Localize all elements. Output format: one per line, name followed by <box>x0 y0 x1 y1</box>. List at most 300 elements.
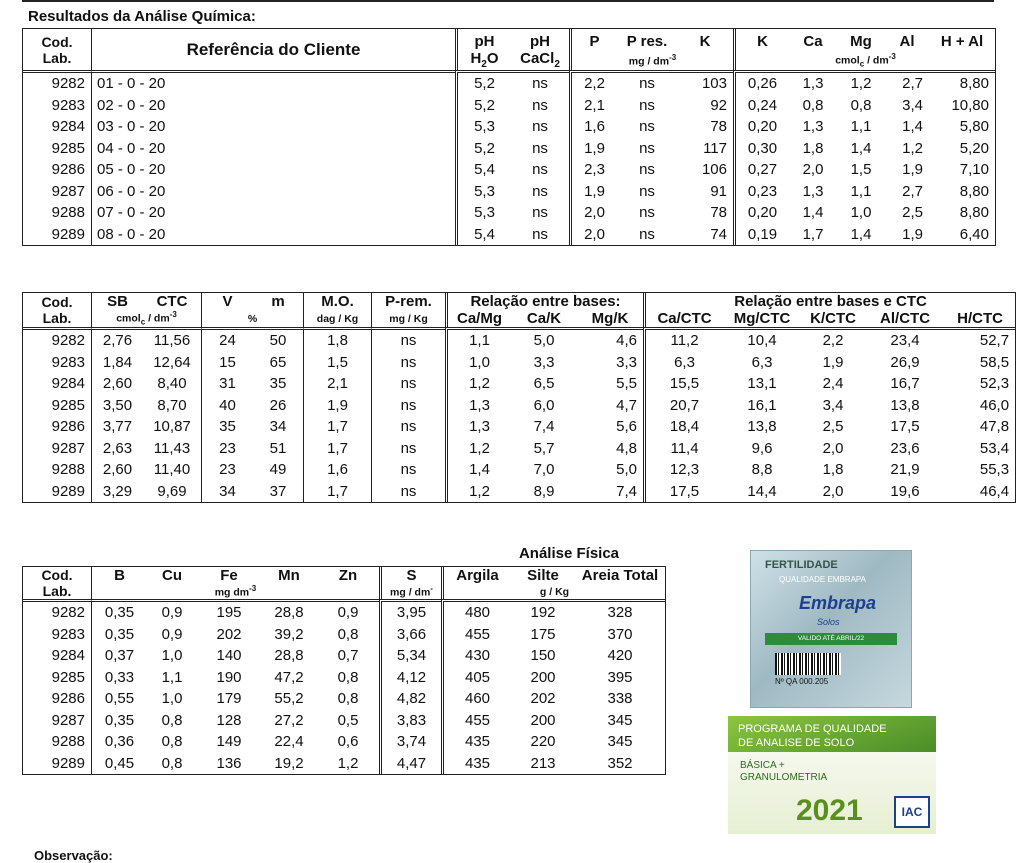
table-cell: 1,9 <box>569 138 617 160</box>
table-cell: 6,5 <box>533 375 555 392</box>
table-cell: 3,3 <box>616 353 638 371</box>
table-cell: 13,8 <box>890 396 920 414</box>
table-cell: 0,35 <box>91 624 147 646</box>
table-cell: 9286 <box>51 690 85 707</box>
table-cell: 5,20 <box>959 139 989 157</box>
table-cell: 9285 <box>51 668 85 686</box>
table-cell: 39,2 <box>274 625 304 643</box>
table-cell: 1,7 <box>303 438 371 460</box>
table-cell: 1,7 <box>802 225 824 243</box>
table-cell: 9287 <box>51 439 85 457</box>
table-cell: 3,83 <box>379 710 441 732</box>
al-header: Al <box>899 33 915 50</box>
mg-ctc-header: Mg/CTC <box>733 310 791 327</box>
table-cell: ns <box>532 204 548 221</box>
table-cell: 200 <box>530 668 556 686</box>
table-cell: 9286 <box>51 418 85 435</box>
table-cell: 0,8 <box>161 754 183 772</box>
unit-s-mg-dm: mg / dm- <box>379 584 441 599</box>
table-cell: 9282 <box>23 599 91 624</box>
table-cell: 9287 <box>51 711 85 729</box>
table-cell: 455 <box>441 624 511 646</box>
table-cell: 58,5 <box>979 353 1010 371</box>
ca-k-header: Ca/K <box>526 310 562 327</box>
unit-cmolc-dm3: cmol$_c$ / $dm^{-3}$ <box>733 50 995 70</box>
table-cell: ns <box>371 416 445 438</box>
table-cell: 2,0 <box>569 202 617 224</box>
unit-dag-kg: dag / Kg <box>303 310 371 327</box>
observacao-label: Observação: <box>34 848 113 863</box>
table-cell: 213 <box>530 754 556 772</box>
table-cell: ns <box>639 225 655 243</box>
table-cell: 65 <box>269 353 287 371</box>
table-cell: ns <box>371 459 445 481</box>
table-cell: 2,1 <box>303 373 371 395</box>
table-cell: 04 - 0 - 20 <box>91 138 455 160</box>
table-cell: 19,2 <box>274 754 304 772</box>
table-cell: 5,2 <box>455 138 511 160</box>
barcode-icon <box>775 653 841 675</box>
table-cell: 1,9 <box>303 395 371 417</box>
table-cell: 2,5 <box>822 418 844 435</box>
table-cell: 9288 <box>51 733 85 750</box>
h2o-label: $H_2O$ <box>455 50 511 70</box>
table-cell: 9287 <box>51 182 85 200</box>
table-cell: 0,37 <box>91 645 147 667</box>
table-cell: 370 <box>607 625 633 643</box>
table-cell: 0,23 <box>733 181 789 203</box>
ph-cacl-header: pH <box>530 33 550 50</box>
table-cell: 2,2 <box>801 327 865 352</box>
table-row <box>23 138 995 160</box>
table-cell: 338 <box>607 690 633 707</box>
table-cell: 195 <box>197 599 261 624</box>
table-cell: 10,80 <box>951 96 989 114</box>
table-cell: 1,4 <box>802 204 824 221</box>
table-row <box>23 459 1015 481</box>
table-cell: 6,3 <box>751 353 773 371</box>
table-cell: 22,4 <box>274 733 304 750</box>
table-cell: 0,9 <box>317 599 379 624</box>
table-cell: ns <box>639 118 655 135</box>
iac-logo: IAC <box>894 796 930 828</box>
table-cell: 345 <box>607 733 633 750</box>
table-cell: 91 <box>710 182 727 200</box>
h-al-header: H + Al <box>940 33 984 50</box>
table-cell: 1,1 <box>161 668 183 686</box>
table-cell: 1,6 <box>569 116 617 138</box>
table-cell: 3,95 <box>379 599 441 624</box>
table-cell: 103 <box>677 70 733 95</box>
table-cell: ns <box>532 225 548 243</box>
table-cell: 4,47 <box>379 753 441 775</box>
table-cell: 53,4 <box>979 439 1010 457</box>
table-cell: 49 <box>269 461 287 478</box>
table-cell: 78 <box>710 118 727 135</box>
embrapa-logo: Embrapa <box>799 593 877 613</box>
table-cell: ns <box>371 481 445 503</box>
table-cell: 9285 <box>51 139 85 157</box>
table-cell: 5,3 <box>455 181 511 203</box>
table-cell: 9289 <box>51 225 85 243</box>
table-cell: ns <box>532 139 548 157</box>
table-cell: 12,3 <box>643 459 723 481</box>
table-cell: 23 <box>201 459 253 481</box>
table-cell: 1,8 <box>822 461 844 478</box>
table-cell: 1,2 <box>445 481 511 503</box>
table-cell: 6,3 <box>643 352 723 374</box>
table-cell: ns <box>639 161 655 178</box>
table-cell: 8,9 <box>533 482 555 500</box>
v-header: V <box>201 293 253 310</box>
table-cell: 0,5 <box>337 711 359 729</box>
table-cell: 2,7 <box>902 182 923 200</box>
table-cell: 2,60 <box>91 373 143 395</box>
table-cell: 34 <box>269 418 287 435</box>
table-cell: 06 - 0 - 20 <box>91 181 455 203</box>
h-ctc-header: H/CTC <box>957 310 1003 327</box>
unit-mg-dm3: mg $dm^{-3}$ <box>91 584 379 599</box>
table-cell: 16,1 <box>747 396 777 414</box>
table-cell: ns <box>639 204 655 221</box>
table-cell: 35 <box>269 375 287 392</box>
table-cell: 4,82 <box>379 688 441 710</box>
prem-header: P-rem. <box>371 293 445 310</box>
fisica-title: Análise Física <box>518 545 620 562</box>
table-cell: 2,60 <box>91 459 143 481</box>
table-cell: 4,8 <box>616 439 638 457</box>
ctc-header: CTC <box>156 293 188 310</box>
table-cell: ns <box>371 373 445 395</box>
table-cell: 405 <box>441 667 511 689</box>
table-cell: 4,6 <box>577 327 643 352</box>
table-cell: 1,3 <box>445 395 511 417</box>
table-cell: 11,4 <box>643 438 723 460</box>
p-header: P <box>569 29 617 50</box>
top-rule <box>22 0 994 2</box>
table-cell: 9286 <box>51 161 85 178</box>
table-cell: 7,4 <box>533 418 555 435</box>
table-cell: 5,34 <box>379 645 441 667</box>
table-cell: 430 <box>441 645 511 667</box>
table-row <box>23 753 665 775</box>
table-cell: 23,4 <box>865 327 945 352</box>
table-cell: ns <box>371 438 445 460</box>
client-ref-header: Referência do Cliente <box>91 29 455 70</box>
table-cell: 9282 <box>23 70 91 95</box>
table-cell: 9283 <box>51 96 85 114</box>
table-cell: 1,3 <box>789 70 837 95</box>
table-cell: 1,2 <box>837 70 885 95</box>
table-cell: 1,3 <box>445 416 511 438</box>
table-cell: 1,5 <box>303 352 371 374</box>
table-cell: 1,4 <box>850 139 872 157</box>
argila-header: Argila <box>441 567 511 584</box>
table-cell: 5,0 <box>511 327 577 352</box>
table-row <box>23 624 665 646</box>
table-cell: 47,2 <box>274 668 304 686</box>
table-cell: 352 <box>607 754 633 772</box>
table-cell: 3,4 <box>902 96 923 114</box>
table-cell: 2,7 <box>885 70 929 95</box>
table-cell: 01 - 0 - 20 <box>91 70 455 95</box>
table-cell: 0,36 <box>91 731 147 753</box>
table-cell: 28,8 <box>261 599 317 624</box>
rel-bases-header: Relação entre bases: <box>445 293 643 310</box>
table-cell: 8,80 <box>959 182 989 200</box>
table-cell: 1,1 <box>445 327 511 352</box>
table-cell: 328 <box>575 599 665 624</box>
table-cell: 192 <box>511 599 575 624</box>
table2-header-row <box>23 293 1015 310</box>
table-cell: 0,55 <box>91 688 147 710</box>
table-cell: 1,7 <box>303 416 371 438</box>
table-cell: 11,56 <box>143 327 201 352</box>
mg-k-header: Mg/K <box>591 310 629 327</box>
table-cell: 03 - 0 - 20 <box>91 116 455 138</box>
table-cell: 1,2 <box>445 438 511 460</box>
table1-header-row <box>23 29 995 50</box>
table-cell: 07 - 0 - 20 <box>91 202 455 224</box>
table-cell: 9288 <box>51 204 85 221</box>
zn-header: Zn <box>338 567 358 585</box>
ca-mg-header: Ca/Mg <box>445 310 511 327</box>
table-cell: 435 <box>441 731 511 753</box>
table-cell: ns <box>639 182 655 200</box>
table-cell: 0,6 <box>337 733 359 750</box>
fertilidade-seal <box>750 550 912 708</box>
chemical-analysis-table <box>22 28 996 246</box>
p-res-header: P res. <box>626 33 668 50</box>
table-cell: 0,8 <box>161 711 183 729</box>
rel-bases-ctc-header: Relação entre bases e CTC <box>643 293 1015 310</box>
table-cell: 3,66 <box>379 624 441 646</box>
table-row <box>23 70 995 95</box>
table-cell: 7,0 <box>533 461 555 478</box>
table-cell: 5,4 <box>455 159 511 181</box>
table-cell: 9,6 <box>751 439 773 457</box>
unit-percent: % <box>201 310 303 327</box>
table-cell: 8,80 <box>959 204 989 221</box>
ca-ctc-header: Ca/CTC <box>643 310 723 327</box>
table-cell: 92 <box>710 96 727 114</box>
table-cell: 9289 <box>51 754 85 772</box>
table-cell: 345 <box>607 711 633 729</box>
programa-heading: PROGRAMA DE QUALIDADE DE ANALISE DE SOLO <box>738 723 887 749</box>
mn-header: Mn <box>278 567 300 585</box>
table-row <box>23 373 1015 395</box>
table-cell: 2,5 <box>902 204 923 221</box>
table-cell: 2,2 <box>569 70 617 95</box>
table-cell: ns <box>639 96 655 114</box>
table-cell: 52,7 <box>945 327 1015 352</box>
table-cell: 15 <box>201 352 253 374</box>
section-title: Resultados da Análise Química: <box>28 8 256 25</box>
table-cell: ns <box>532 118 548 135</box>
table-cell: ns <box>532 96 548 114</box>
unit-g-kg: g / Kg <box>441 584 665 599</box>
table-cell: 13,8 <box>747 418 777 435</box>
table-cell: 14,4 <box>747 482 777 500</box>
table-cell: 2,76 <box>91 327 143 352</box>
table-cell: 40 <box>201 395 253 417</box>
table-row <box>23 352 1015 374</box>
al-ctc-header: Al/CTC <box>880 310 931 327</box>
table-cell: 5,7 <box>533 439 555 457</box>
table-cell: 220 <box>530 733 556 750</box>
table-cell: 3,77 <box>91 416 143 438</box>
table-cell: 5,3 <box>455 116 511 138</box>
table-cell: 1,7 <box>303 481 371 503</box>
table-cell: 1,0 <box>445 352 511 374</box>
table-cell: 9284 <box>51 375 85 392</box>
table-cell: 435 <box>441 753 511 775</box>
unit-mg-kg: mg / Kg <box>371 310 445 327</box>
table-cell: 9,69 <box>157 482 187 500</box>
table-row <box>23 116 995 138</box>
table-cell: 3,74 <box>379 731 441 753</box>
table-cell: 9282 <box>23 327 91 352</box>
table-cell: 47,8 <box>979 418 1010 435</box>
table-cell: 0,35 <box>91 599 147 624</box>
table-cell: 11,2 <box>643 327 723 352</box>
table-cell: 8,70 <box>157 396 187 414</box>
cod-lab-header: Cod. Lab. <box>41 567 73 599</box>
table-cell: 0,26 <box>733 70 789 95</box>
table-cell: 1,1 <box>850 118 872 135</box>
table-cell: 1,8 <box>303 327 371 352</box>
table-row <box>23 481 1015 503</box>
table-cell: 55,3 <box>979 461 1010 478</box>
table-row <box>23 95 995 117</box>
k-mg-header: K <box>699 33 711 50</box>
table-cell: 5,5 <box>616 375 638 392</box>
table-cell: 117 <box>703 139 727 157</box>
table-cell: 0,8 <box>850 96 872 114</box>
table-cell: 34 <box>201 481 253 503</box>
table-cell: 1,9 <box>822 353 844 371</box>
table-row <box>23 181 995 203</box>
s-header: S <box>379 567 441 584</box>
mg-header: Mg <box>850 33 872 50</box>
table-cell: 51 <box>269 439 287 457</box>
table-cell: 1,8 <box>802 139 824 157</box>
table-cell: 140 <box>216 647 242 664</box>
programa-qualidade-seal <box>728 716 936 834</box>
table-cell: 1,2 <box>445 373 511 395</box>
table-cell: 1,9 <box>902 225 923 243</box>
table-cell: 202 <box>216 625 242 643</box>
table-cell: 6,0 <box>533 396 555 414</box>
table-cell: 0,45 <box>91 753 147 775</box>
table-cell: 455 <box>441 710 511 732</box>
table-cell: 5,3 <box>455 202 511 224</box>
programa-year: 2021 <box>796 794 863 827</box>
table-cell: 106 <box>701 161 727 178</box>
table-cell: 2,0 <box>822 439 844 457</box>
table-cell: ns <box>371 352 445 374</box>
table-cell: 0,8 <box>802 96 824 114</box>
table-cell: 0,19 <box>733 224 789 246</box>
ph-h2o-header: pH <box>455 29 511 50</box>
table-row <box>23 599 665 624</box>
micronutrients-physical-table <box>22 566 666 775</box>
table-cell: 149 <box>216 733 242 750</box>
silte-header: Silte <box>527 567 559 585</box>
table-row <box>23 731 665 753</box>
table-cell: 9284 <box>51 118 85 135</box>
table-cell: 02 - 0 - 20 <box>91 95 455 117</box>
table-cell: 5,80 <box>959 118 989 135</box>
cu-header: Cu <box>162 567 182 585</box>
table-cell: 1,0 <box>161 690 183 707</box>
table-cell: 27,2 <box>274 711 304 729</box>
table-cell: 5,2 <box>455 95 511 117</box>
table-cell: 55,2 <box>274 690 304 707</box>
table-cell: 17,5 <box>643 481 723 503</box>
table-cell: 18,4 <box>643 416 723 438</box>
sb-header: SB <box>91 293 143 310</box>
table-cell: 9285 <box>51 396 85 414</box>
b-header: B <box>91 567 147 584</box>
table-cell: 31 <box>201 373 253 395</box>
table-cell: 4,7 <box>616 396 638 414</box>
table-cell: 0,8 <box>337 625 359 643</box>
table-cell: 9283 <box>51 625 85 643</box>
table-cell: 9288 <box>51 461 85 478</box>
table-cell: 202 <box>530 690 556 707</box>
table-cell: 0,9 <box>161 625 183 643</box>
table-cell: 26,9 <box>890 353 920 371</box>
table-cell: 8,80 <box>929 70 995 95</box>
k-ctc-header: K/CTC <box>810 310 856 327</box>
table-cell: 5,4 <box>455 224 511 246</box>
table-row <box>23 159 995 181</box>
table-cell: 1,2 <box>337 754 359 772</box>
table-cell: 0,27 <box>733 159 789 181</box>
table-cell: 5,0 <box>616 461 638 478</box>
table-cell: 1,4 <box>445 459 511 481</box>
table-cell: 15,5 <box>643 373 723 395</box>
table-cell: 10,4 <box>723 327 801 352</box>
table-cell: 23 <box>201 438 253 460</box>
table-cell: 24 <box>201 327 253 352</box>
table-cell: 9283 <box>51 353 85 371</box>
table-cell: ns <box>532 182 548 200</box>
table-cell: 0,20 <box>733 202 789 224</box>
table-cell: 21,9 <box>890 461 920 478</box>
cacl2-label: CaCl$_2$ <box>520 50 560 70</box>
table-row <box>23 224 995 246</box>
table-cell: 200 <box>530 711 556 729</box>
table-cell: 2,4 <box>822 375 844 392</box>
cod-lab-header: Cod. Lab. <box>41 294 73 326</box>
table-cell: 1,0 <box>850 204 872 221</box>
table-cell: 12,64 <box>153 353 191 371</box>
table-cell: 3,4 <box>822 396 844 414</box>
table-cell: 0,7 <box>337 647 359 664</box>
table-cell: 37 <box>269 482 287 500</box>
table-cell: 13,1 <box>747 375 777 392</box>
table-cell: 190 <box>216 668 242 686</box>
table-cell: 175 <box>530 625 556 643</box>
table-cell: 1,4 <box>850 225 872 243</box>
table-cell: ns <box>511 70 569 95</box>
table-cell: 136 <box>216 754 242 772</box>
table-cell: 9289 <box>51 482 85 500</box>
table-cell: 2,0 <box>569 224 617 246</box>
table-cell: 2,0 <box>822 482 844 500</box>
